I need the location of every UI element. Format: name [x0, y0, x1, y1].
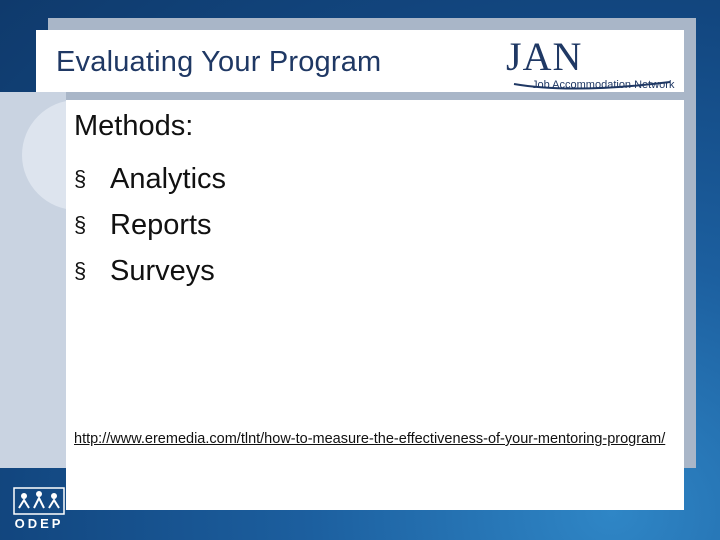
odep-figures-icon	[12, 484, 66, 516]
title-bar	[36, 30, 684, 92]
jan-name: Job Accommodation Network	[532, 79, 675, 90]
bullet-marker: §	[74, 212, 87, 237]
methods-heading: Methods:	[74, 110, 194, 142]
slide-title: Evaluating Your Program	[56, 46, 382, 78]
odep-label: ODEP	[14, 516, 64, 531]
bullet-marker: §	[74, 258, 87, 283]
jan-logo	[502, 36, 678, 90]
list-item	[74, 202, 226, 248]
bullet-marker: §	[74, 166, 87, 191]
jan-mark: JAN	[506, 36, 583, 79]
bullet-label: Analytics	[110, 162, 227, 195]
bullet-label: Surveys	[110, 254, 215, 287]
source-link[interactable]: http://www.eremedia.com/tlnt/how-to-measure-the-effectiveness-of-your-mentoring-program/	[74, 431, 666, 447]
bullet-label: Reports	[110, 208, 212, 241]
bullet-list	[74, 156, 226, 294]
content-area	[66, 100, 684, 510]
list-item	[74, 156, 226, 202]
odep-logo	[12, 484, 66, 534]
list-item	[74, 248, 226, 294]
